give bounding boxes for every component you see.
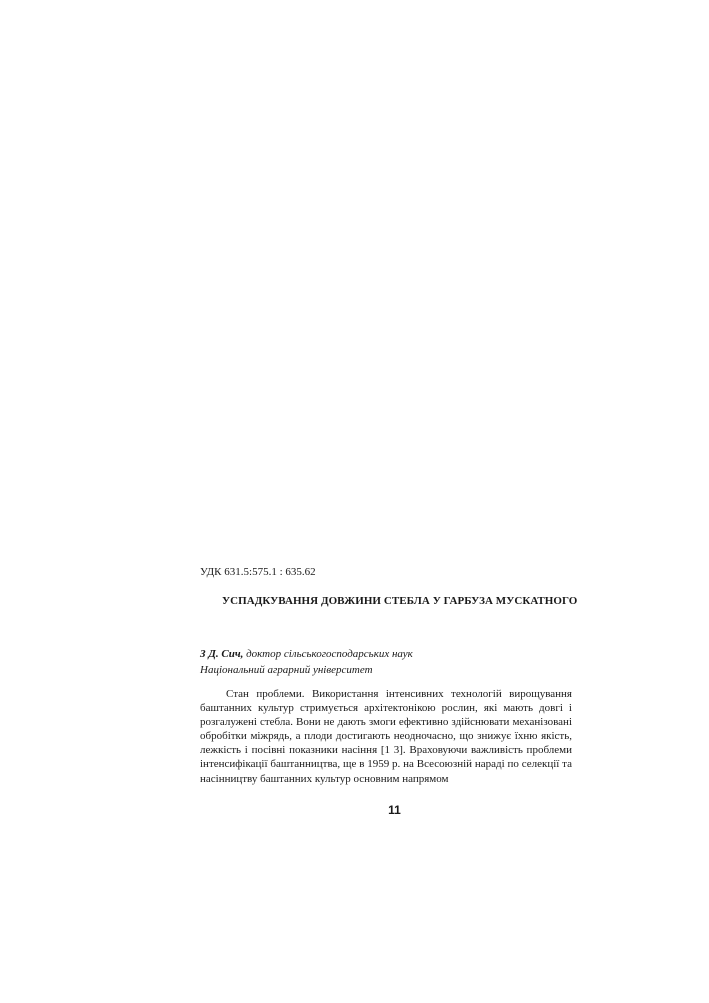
author-degree: доктор сільськогосподарських наук [243, 648, 413, 660]
article-title: УСПАДКУВАННЯ ДОВЖИНИ СТЕБЛА У ГАРБУЗА МУСКАТНОГО [222, 595, 578, 607]
udc-code: УДК 631.5:575.1 : 635.62 [200, 566, 316, 578]
author-line [200, 647, 413, 662]
author-name: З Д. Сич, [200, 648, 244, 660]
page-number: 11 [388, 803, 401, 817]
author-affiliation: Національний аграрний університет [200, 664, 373, 676]
body-paragraph: Стан проблеми. Використання інтенсивних технологій вирощування баштанних культур стримується архітектонікою рослин, які мають довгі і розгалужені стебла. Вони не дають змоги ефективно здійснювати механізовані обробітки міжрядь, а плоди достигають неодночасно, що знижує їхню якість, лежкість і посівні показники насіння [1 3]. Враховуючи важливість проблеми інтенсифікації баштанництва, ще в 1959 р. на Всесоюзній нараді по селекції та насінництву баштанних культур основним напрямом [200, 688, 572, 785]
